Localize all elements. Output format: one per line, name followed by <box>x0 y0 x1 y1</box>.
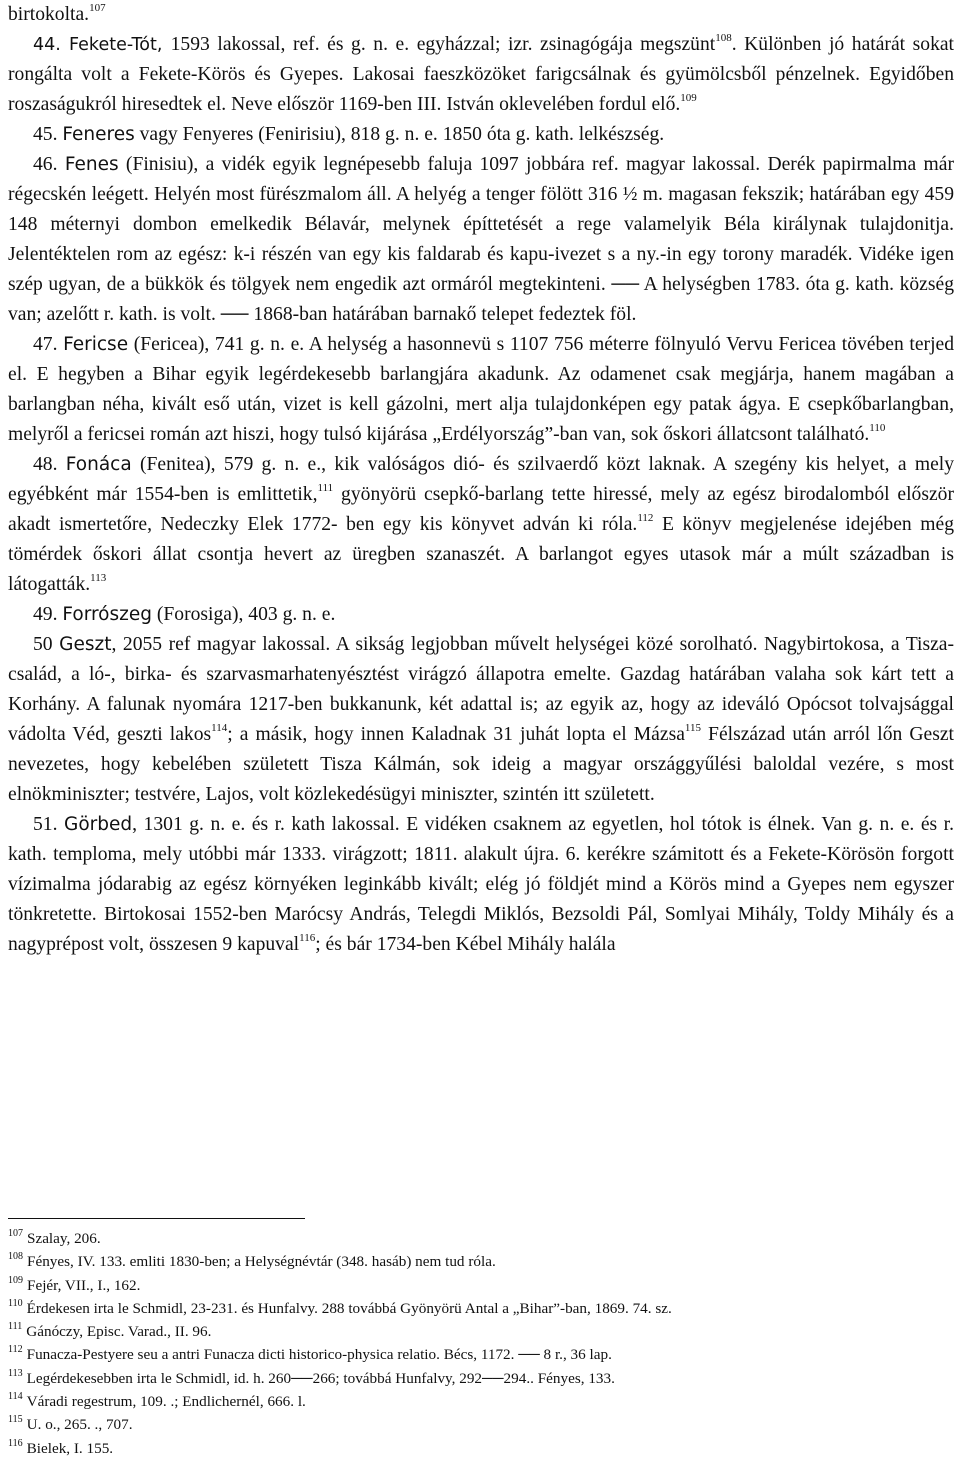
text-run: 1593 lakossal, ref. és g. n. e. egyházzal; izr. zsinagógája megszünt <box>170 34 716 55</box>
text-run: , 1301 g. n. e. és r. kath lakossal. E vidéken csaknem az egyetlen, hol tótok is élnek. Van g. n. e. és r. kath. temploma, mely utóbbi már 1333. virágzott; 1811. alakult újra. 6. kerékre számitott és a Fekete-Körösön forgott vízimalma jódarabig az egész környéken leginkább kivált; elég jó földjét mind a Körös mind a Gyepes nem egyszer tönkretette. Birtokosai 1552-ben Marócsy András, Telegdi Miklós, Bezsoldi Pál, Somlyai Mihály, Toldy Mihály és a nagyprépost volt, összesen 9 kapuval <box>8 814 954 955</box>
footnote-text: Fejér, VII., I., 162. <box>27 1276 141 1294</box>
place-name: Görbed <box>64 814 133 835</box>
place-name: Feneres <box>62 124 135 145</box>
footnote-ref: 111 <box>317 482 334 494</box>
footnote-number: 110 <box>8 1297 23 1309</box>
footnote-text: U. o., 265. ., 707. <box>26 1416 133 1434</box>
footnote-number: 109 <box>8 1274 23 1286</box>
footnote-ref: 108 <box>715 32 732 44</box>
footnote-text: Legérdekesebben irta le Schmidl, id. h. 260──266; továbbá Hunfalvy, 292──294.. Fényes, 133. <box>26 1369 615 1387</box>
footnote-number: 114 <box>8 1391 23 1403</box>
main-text <box>8 0 954 960</box>
text-run: (Finisiu), a vidék egyik legnépesebb faluja 1097 jobbára ref. magyar lakossal. Derék papirmalma már régecskén leégett. Helyén most fürészmalom áll. A helyég a tenger fölött 316 ½ m. magasan fekszik; határában egy 459 148 méternyi dombon emelkedik Bélavár, melynek építtetését a rege valamelyik Béla királynak tulajdonitja. Jelentéktelen rom az egész: k-i részén van egy kis faldarab és kapu-ivezet s a ny.-in egy torony maradék. Vidéke igen szép ugyan, de a bükkök és tölgyek nem engedik azt ormáról megtekinteni. ── A helységben 1783. óta g. kath. község van; azelőtt r. kath. is volt. ── 1868-ban határában barnakő telepet fedeztek föl. <box>8 154 954 325</box>
place-name: Fonáca <box>65 454 132 475</box>
place-name: Fericse <box>63 334 129 355</box>
footnote <box>8 1413 954 1436</box>
footnote-text: Fényes, IV. 133. emliti 1830-ben; a Helységnévtár (348. hasáb) nem tud róla. <box>27 1253 496 1271</box>
footnote-separator <box>8 1218 305 1219</box>
footnote-ref: 115 <box>684 722 701 734</box>
footnote <box>8 1343 954 1366</box>
text-run: 48. <box>33 454 66 475</box>
document-page <box>8 0 954 960</box>
paragraph <box>8 810 954 960</box>
footnote-number: 107 <box>8 1228 23 1239</box>
footnote-ref: 107 <box>89 2 106 14</box>
paragraph <box>8 630 954 810</box>
footnote-ref: 116 <box>299 932 316 944</box>
text-run: 45. <box>33 124 63 145</box>
text-run: birtokolta. <box>8 4 90 25</box>
footnotes <box>8 1227 954 1460</box>
paragraph <box>8 30 954 120</box>
text-run: 47. <box>33 334 64 355</box>
text-run: (Forosiga), 403 g. n. e. <box>151 604 336 625</box>
footnote <box>8 1437 954 1460</box>
text-run: ; és bár 1734-ben Kébel Mihály halála <box>315 934 616 955</box>
text-run: . Különben jó határát sokat rongálta volt a Fekete-Körös és Gyepes. Lakosai faeszközöket farigcsálnak és gyümölcsből pénzelnek. Egyidőben roszaságukról hiresedtek el. Neve először 1169-ben III. István oklevelében fordul elő. <box>8 34 955 115</box>
footnote-text: Bielek, I. 155. <box>26 1439 114 1457</box>
footnote-text: Szalay, 206. <box>27 1230 101 1247</box>
text-run: Félszázad után arról lőn Geszt nevezetes, hogy kebelében született Tisza Kálmán, sok ideig a magyar országgyűlési baloldal vezére, s most elnökminiszter; testvére, Lajos, volt közlekedésügyi miniszter, szintén itt született. <box>8 724 954 805</box>
footnote-ref: 112 <box>637 512 654 524</box>
text-run: (Fericea), 741 g. n. e. A helység a hasonnevü s 1107 756 méterre fölnyuló Vervu Fericea tövében terjed el. E hegyben a Bihar egyik legérdekesebb barlangjára akadunk. Az odamenet csak megjárja, hanem magában a barlangban néha, kivált eső után, vizet is kell gázolni, mert alja tulajdonképen egy patak ágya. E csepkőbarlangban, melyről a fericsei román azt hiszi, hogy tulsó kijárása „Erdélyország”-ban van, sok őskori állatcsont található. <box>8 334 955 445</box>
footnote-ref: 110 <box>869 422 886 434</box>
footnote-number: 116 <box>8 1437 23 1449</box>
footnote-text: Váradi regestrum, 109. .; Endlichernél, 666. l. <box>26 1393 306 1411</box>
footnote <box>8 1250 954 1273</box>
text-run: vagy Fenyeres (Fenirisiu), 818 g. n. e. 1850 óta g. kath. lelkészség. <box>134 124 665 145</box>
text-run: 50 <box>33 634 60 655</box>
paragraph <box>8 330 954 450</box>
text-run: 51. <box>33 814 64 835</box>
paragraph <box>8 150 954 330</box>
paragraph <box>8 600 954 630</box>
paragraph <box>8 0 954 30</box>
footnote <box>8 1390 954 1413</box>
footnote <box>8 1227 954 1250</box>
footnote-number: 113 <box>8 1367 23 1379</box>
footnote-ref: 114 <box>211 722 228 734</box>
footnote-ref: 113 <box>90 572 107 584</box>
text-run: E könyv megjelenése idejében még tömérdek őskori állat csontja hevert az üregben szanaszét. A barlangot egyes utasok már a múlt században is látogatták. <box>8 514 954 595</box>
footnote-number: 112 <box>8 1344 23 1356</box>
text-run: (Fenitea), 579 g. n. e., kik valóságos dió- és szilvaerdő közt laknak. A szegény kis helyet, a mely egyébként már 1554-ben is emlittetik, <box>8 454 955 505</box>
footnote-number: 115 <box>8 1414 23 1426</box>
text-run: 49. <box>33 604 63 625</box>
text-run: , 2055 ref magyar lakossal. A sikság legjobban művelt helységei közé sorolható. Nagybirtokosa, a Tisza-család, a ló-, birka- és szarvasmarhatenyésztést virágzó állapotra emelte. Gazdag határában valaha sok kárt tett a Korhány. A falunak nyomára 1217-ben bukkanunk, két adattal is; az egyik az, hogy az ideváló Opócsot tolvajsággal vádolta Véd, geszti lakos <box>8 634 954 745</box>
footnote-text: Érdekesen irta le Schmidl, 23-231. és Hunfalvy. 288 továbbá Gyönyörü Antal a „Bihar”-ban, 1869. 74. sz. <box>26 1299 672 1317</box>
footnote-ref: 109 <box>680 92 697 104</box>
footnote <box>8 1274 954 1297</box>
footnote-text: Gánóczy, Episc. Varad., II. 96. <box>26 1323 212 1341</box>
footnote-text: Funacza-Pestyere seu a antri Funacza dicti historico-physica relatio. Bécs, 1172. ── 8 r., 36 lap. <box>26 1346 612 1364</box>
footnote <box>8 1320 954 1343</box>
paragraph <box>8 120 954 150</box>
text-run: ; a másik, hogy innen Kaladnak 31 juhát lopta el Mázsa <box>227 724 685 745</box>
place-name: Fenes <box>64 154 119 175</box>
paragraph <box>8 450 954 600</box>
place-name: Forrószeg <box>62 604 152 625</box>
footnote <box>8 1297 954 1320</box>
text-run: 46. <box>33 154 65 175</box>
place-heading: 44. Fekete-Tót, <box>33 35 171 55</box>
footnote-number: 108 <box>8 1251 23 1263</box>
footnote <box>8 1367 954 1390</box>
text-run: gyönyörü csepkő-barlang tette hiressé, mely az egész birodalomból először akadt ismertetőre, Nedeczky Elek 1772- ben egy kis könyvet adván ki róla. <box>8 484 954 535</box>
place-name: Geszt <box>59 634 112 655</box>
footnote-number: 111 <box>8 1321 23 1333</box>
